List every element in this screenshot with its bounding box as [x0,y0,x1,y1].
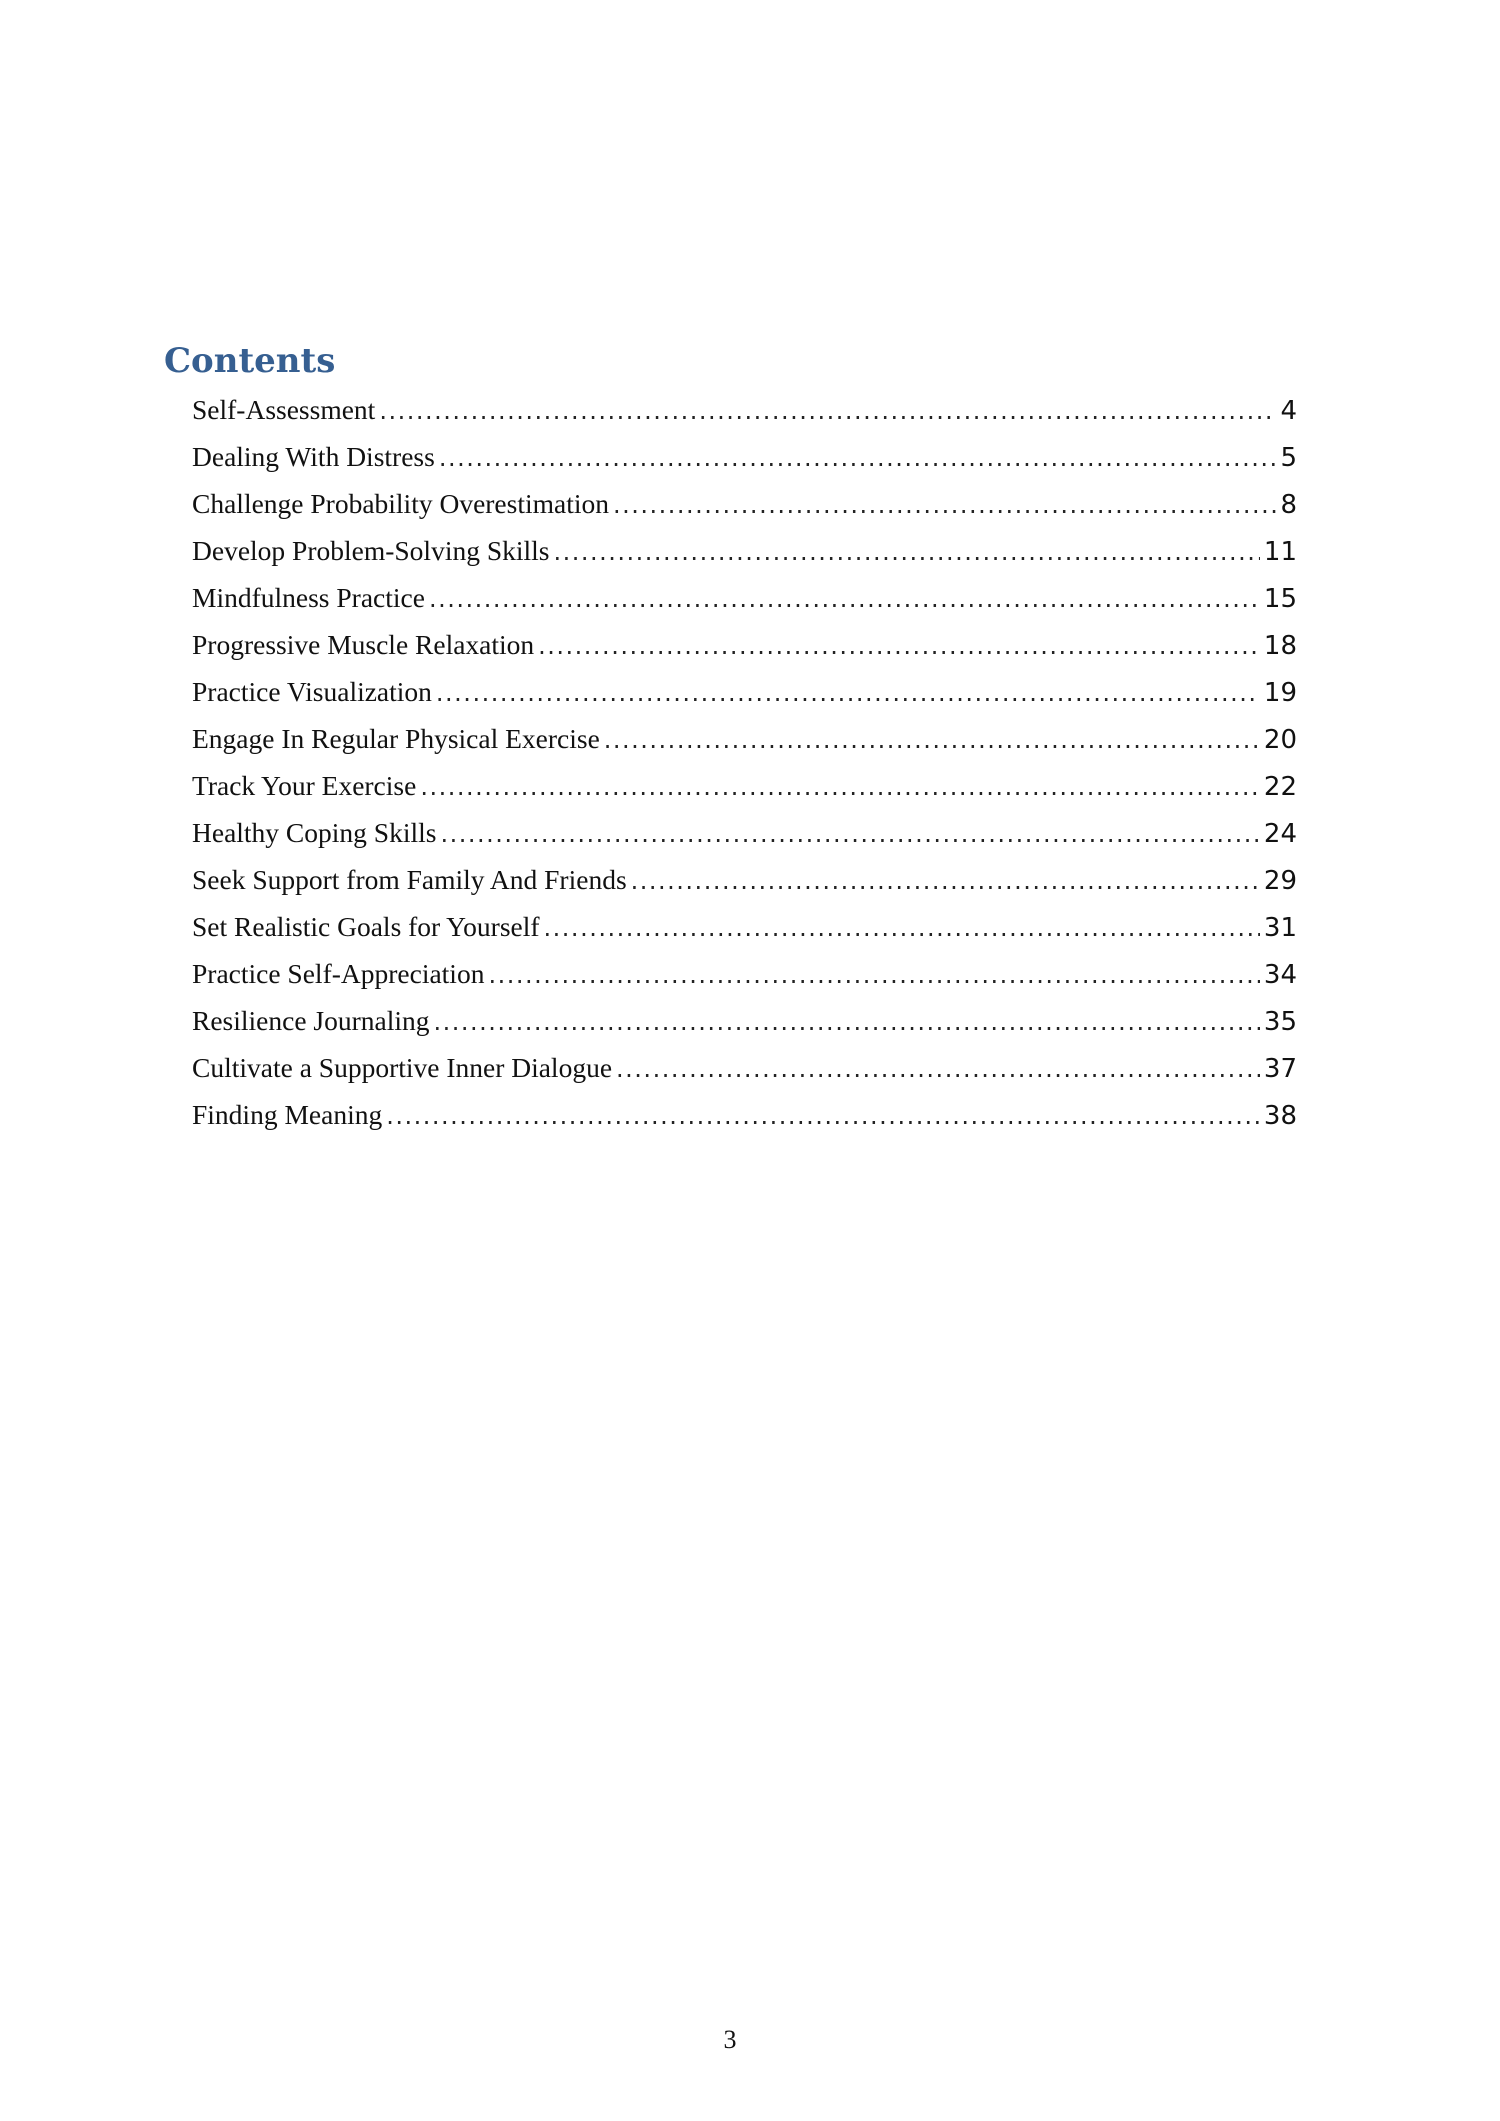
toc-entry[interactable] [192,762,1297,809]
toc-entry-title: Finding Meaning [192,1099,383,1130]
toc-dot-leader [439,435,1277,480]
toc-entry-page: 22 [1263,772,1297,802]
page-number: 3 [723,2025,737,2054]
toc-entry[interactable] [192,527,1297,574]
toc-entry-page: 5 [1280,443,1297,473]
toc-entry[interactable] [192,433,1297,480]
toc-entry[interactable] [192,621,1297,668]
toc-entry[interactable] [192,715,1297,762]
toc-entry-title: Practice Self-Appreciation [192,958,485,989]
toc-dot-leader [429,576,1260,621]
toc-entry-title: Resilience Journaling [192,1005,430,1036]
toc-dot-leader [488,952,1259,997]
toc-entry-title: Self-Assessment [192,394,376,425]
toc-dot-leader [420,764,1260,809]
toc-entry-title: Track Your Exercise [192,770,417,801]
toc-entry[interactable] [192,386,1297,433]
toc-dot-leader [631,858,1260,903]
toc-entry[interactable] [192,668,1297,715]
toc-entry-page: 18 [1263,631,1297,661]
toc-entry[interactable] [192,574,1297,621]
toc-dot-leader [434,999,1260,1044]
toc-entry-page: 29 [1263,866,1297,896]
toc-entry-page: 34 [1263,960,1297,990]
toc-entry-title: Dealing With Distress [192,441,435,472]
toc-entry-title: Seek Support from Family And Friends [192,864,627,895]
toc-dot-leader [440,811,1259,856]
toc-dot-leader [604,717,1260,762]
toc-dot-leader [538,623,1260,668]
toc-entry-page: 8 [1280,490,1297,520]
toc-entry[interactable] [192,1091,1297,1138]
toc-dot-leader [616,1046,1260,1091]
toc-entry-title: Challenge Probability Overestimation [192,488,609,519]
toc-entry[interactable] [192,1044,1297,1091]
toc-entry-page: 37 [1263,1054,1297,1084]
toc-dot-leader [544,905,1260,950]
toc-entry-title: Progressive Muscle Relaxation [192,629,535,660]
toc-entry[interactable] [192,950,1297,997]
toc-dot-leader [386,1093,1260,1138]
toc-entry-page: 11 [1263,537,1297,567]
toc-entry-title: Practice Visualization [192,676,432,707]
toc-entry[interactable] [192,480,1297,527]
toc-dot-leader [554,529,1260,574]
table-of-contents [192,386,1297,1138]
toc-entry[interactable] [192,856,1297,903]
toc-entry-title: Develop Problem-Solving Skills [192,535,550,566]
toc-dot-leader [613,482,1276,527]
toc-entry-page: 19 [1263,678,1297,708]
toc-entry-title: Cultivate a Supportive Inner Dialogue [192,1052,613,1083]
toc-entry[interactable] [192,809,1297,856]
toc-entry-page: 31 [1263,913,1297,943]
toc-entry-title: Mindfulness Practice [192,582,425,613]
toc-entry[interactable] [192,997,1297,1044]
toc-dot-leader [379,388,1276,433]
toc-heading: Contents [164,341,336,381]
toc-entry-page: 4 [1280,396,1297,426]
toc-entry-page: 38 [1263,1101,1297,1131]
toc-entry[interactable] [192,903,1297,950]
toc-dot-leader [436,670,1260,715]
toc-entry-page: 35 [1263,1007,1297,1037]
toc-entry-title: Engage In Regular Physical Exercise [192,723,600,754]
toc-entry-title: Set Realistic Goals for Yourself [192,911,540,942]
toc-entry-page: 24 [1263,819,1297,849]
toc-entry-title: Healthy Coping Skills [192,817,437,848]
toc-entry-page: 20 [1263,725,1297,755]
toc-entry-page: 15 [1263,584,1297,614]
